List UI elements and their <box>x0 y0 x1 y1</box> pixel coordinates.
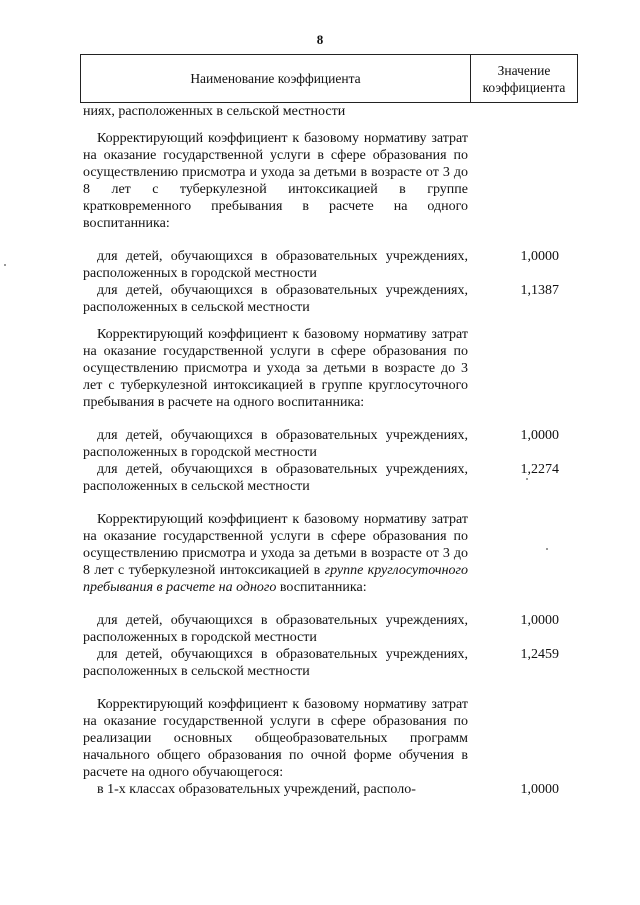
section-title-row <box>83 326 573 411</box>
coefficient-value: 1,0000 <box>520 428 559 443</box>
carryover-text: ниях, расположенных в сельской местности <box>83 104 346 119</box>
coefficient-description: для детей, обучающихся в образовательных учреждениях, расположенных в сельской местности <box>83 462 468 494</box>
section-title <box>83 511 468 596</box>
coefficient-row <box>83 461 573 495</box>
page-number: 8 <box>316 32 324 47</box>
carryover-row <box>83 103 573 120</box>
table-body <box>83 103 573 798</box>
coefficient-description: для детей, обучающихся в образовательных учреждениях, расположенных в городской местности <box>83 428 468 460</box>
coefficient-description: для детей, обучающихся в образовательных учреждениях, расположенных в сельской местности <box>83 647 468 679</box>
coefficient-row <box>83 248 573 282</box>
coefficient-value: 1,2274 <box>520 462 559 477</box>
coefficient-value: 1,0000 <box>520 613 559 628</box>
coefficient-description: для детей, обучающихся в образовательных учреждениях, расположенных в сельской местности <box>83 283 468 315</box>
coefficient-description: для детей, обучающихся в образовательных учреждениях, расположенных в городской местности <box>83 249 468 281</box>
scan-speck <box>546 548 548 550</box>
section-title-row <box>83 696 573 781</box>
coefficient-value: 1,1387 <box>520 283 559 298</box>
coefficient-row <box>83 427 573 461</box>
scan-speck <box>4 264 6 266</box>
header-value-line1: Значение <box>497 62 551 78</box>
section-title-row <box>83 130 573 232</box>
section-title-italic-part: группе круглосуточного пребывания в расчете на одного <box>83 563 468 595</box>
coefficient-value: 1,2459 <box>520 647 559 662</box>
header-value-column <box>471 55 577 102</box>
scan-speck <box>526 478 528 480</box>
section-title: Корректирующий коэффициент к базовому нормативу затрат на оказание государственной услуги в сфере образования по реализации основных общеобразовательных программ начального общего образования по очной форме обучения в расчете на одного обучающегося: <box>83 697 468 780</box>
coefficient-row <box>83 646 573 680</box>
section-title: Корректирующий коэффициент к базовому нормативу затрат на оказание государственной услуги в сфере образования по осуществлению присмотра и ухода за детьми в возрасте до 3 лет с туберкулезной интоксикацией в группе круглосуточного пребывания в расчете на одного воспитанника: <box>83 327 468 410</box>
section-title-part3: воспитанника: <box>276 580 367 595</box>
table-header <box>80 54 578 103</box>
section-title-part1: Корректирующий коэффициент к базовому нормативу затрат на оказание государственной услуги в сфере образования по осуществлению присмотра и ухода за детьми в возрасте от 3 до 8 лет с туберкулезной интоксикацией в <box>83 512 468 578</box>
coefficient-row <box>83 282 573 316</box>
header-name-column: Наименование коэффициента <box>81 55 471 102</box>
coefficient-row <box>83 612 573 646</box>
coefficient-description: для детей, обучающихся в образовательных учреждениях, расположенных в городской местности <box>83 613 468 645</box>
coefficient-value: 1,0000 <box>520 249 559 264</box>
section-title-row <box>83 511 573 596</box>
coefficient-value: 1,0000 <box>520 782 559 797</box>
header-value-line2: коэффициента <box>482 79 566 95</box>
coefficient-description: в 1-х классах образовательных учреждений, располо- <box>97 782 416 797</box>
section-title: Корректирующий коэффициент к базовому нормативу затрат на оказание государственной услуги в сфере образования по осуществлению присмотра и ухода за детьми в возрасте от 3 до 8 лет с туберкулезной интоксикацией в группе кратковременного пребывания в расчете на одного воспитанника: <box>83 131 468 231</box>
coefficient-row <box>83 781 573 798</box>
